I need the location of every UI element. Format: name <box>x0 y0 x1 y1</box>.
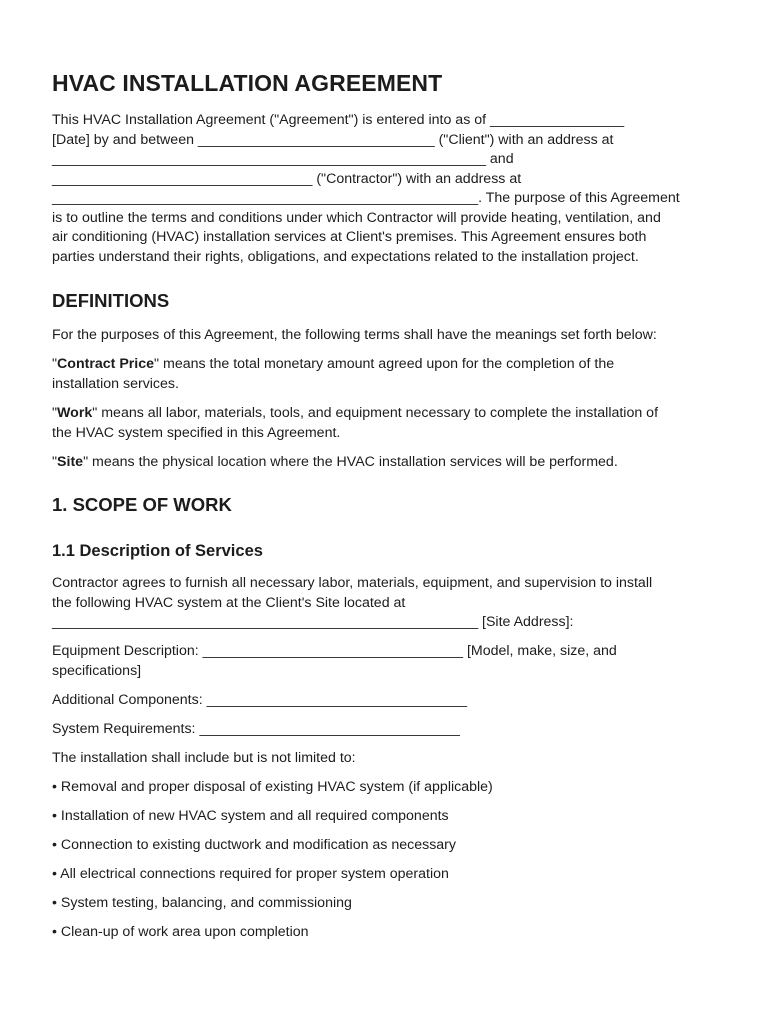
system-requirements: System Requirements: _________________________________ <box>52 721 460 737</box>
scope-description-line: ______________________________________________________ [Site Address]: <box>52 614 574 630</box>
scope-description-line: the following HVAC system at the Client's Site located at <box>52 594 406 611</box>
intro-line: air conditioning (HVAC) installation services at Client's premises. This Agreement ensures both <box>52 229 647 245</box>
document-title: HVAC INSTALLATION AGREEMENT <box>52 70 443 96</box>
list-item: • All electrical connections required for proper system operation <box>52 866 449 882</box>
list-item: • Installation of new HVAC system and all required components <box>52 808 449 824</box>
list-item: • System testing, balancing, and commissioning <box>52 895 352 911</box>
intro-paragraph <box>52 111 722 267</box>
equipment-description <box>52 642 722 681</box>
scope-heading: 1. SCOPE OF WORK <box>52 494 232 515</box>
definition-text: installation services. <box>52 375 179 392</box>
definition-work <box>52 404 722 443</box>
definition-text: " means the physical location where the HVAC installation services will be performed. <box>83 454 618 470</box>
definitions-intro: For the purposes of this Agreement, the following terms shall have the meanings set forth below: <box>52 327 657 343</box>
equipment-description-line: specifications] <box>52 662 142 679</box>
definition-open-quote: " <box>52 454 58 470</box>
installation-include-intro: The installation shall include but is not limited to: <box>52 750 356 766</box>
definition-open-quote: " <box>52 405 58 421</box>
definition-open-quote: " <box>52 356 58 372</box>
definition-term: Site <box>57 454 84 470</box>
definition-term: Contract Price <box>57 356 155 372</box>
intro-line: is to outline the terms and conditions under which Contractor will provide heating, ventilation, and <box>52 209 661 226</box>
definition-site <box>52 453 722 473</box>
definition-term: Work <box>57 405 93 421</box>
definition-contract-price <box>52 355 722 394</box>
definitions-heading: DEFINITIONS <box>52 290 170 311</box>
equipment-description-line: Equipment Description: _________________________________ [Model, make, size, and <box>52 643 617 659</box>
intro-line: _______________________________________________________ and <box>52 151 514 167</box>
intro-line: parties understand their rights, obligations, and expectations related to the installation project. <box>52 248 639 265</box>
definition-text: " means the total monetary amount agreed upon for the completion of the <box>154 356 615 372</box>
intro-line: [Date] by and between ______________________________ ("Client") with an address at <box>52 131 614 148</box>
list-item: • Removal and proper disposal of existing HVAC system (if applicable) <box>52 779 493 795</box>
intro-line: _________________________________ ("Contractor") with an address at <box>52 170 522 187</box>
definition-text: " means all labor, materials, tools, and equipment necessary to complete the installation of <box>92 405 659 421</box>
intro-line: This HVAC Installation Agreement ("Agreement") is entered into as of _________________ <box>52 112 625 128</box>
list-item: • Clean-up of work area upon completion <box>52 924 309 940</box>
additional-components: Additional Components: _________________________________ <box>52 692 467 708</box>
scope-description <box>52 574 722 633</box>
intro-line: ______________________________________________________. The purpose of this Agreement <box>52 190 680 206</box>
scope-description-line: Contractor agrees to furnish all necessary labor, materials, equipment, and supervision to install <box>52 575 653 591</box>
list-item: • Connection to existing ductwork and modification as necessary <box>52 837 457 853</box>
scope-subheading: 1.1 Description of Services <box>52 542 263 560</box>
definition-text: the HVAC system specified in this Agreement. <box>52 424 341 441</box>
